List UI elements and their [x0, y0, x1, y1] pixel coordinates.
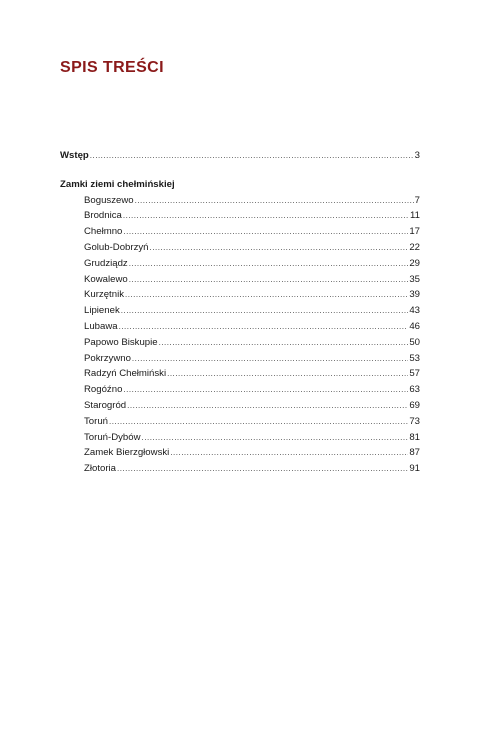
toc-entry-label: Lipienek — [84, 305, 120, 317]
toc-entry-list — [60, 193, 420, 477]
toc-entry-label: Kowalewo — [84, 273, 128, 285]
toc-entry[interactable] — [60, 303, 420, 319]
toc-dot-leader — [142, 430, 409, 446]
toc-dot-leader — [90, 148, 414, 164]
toc-entry-label: Starogród — [84, 399, 127, 411]
toc-entry-page: 3 — [414, 150, 420, 161]
toc-entry[interactable] — [60, 287, 420, 303]
toc-entry[interactable] — [60, 319, 420, 335]
toc-entry[interactable] — [60, 272, 420, 288]
toc-dot-leader — [123, 382, 408, 398]
toc-entry[interactable] — [60, 240, 420, 256]
toc-dot-leader — [159, 335, 409, 351]
toc-entry-label: Rogóźno — [84, 384, 123, 396]
toc-entry-label: Pokrzywno — [84, 352, 131, 364]
toc-dot-leader — [129, 256, 409, 272]
toc-dot-leader — [109, 414, 408, 430]
toc-entry-label: Lubawa — [84, 320, 118, 332]
toc-entry-intro[interactable] — [60, 148, 420, 164]
toc-entry-page: 46 — [409, 320, 420, 332]
toc-entry-label: Zamek Bierzgłowski — [84, 447, 170, 459]
toc-entry-page: 29 — [409, 257, 420, 269]
toc-dot-leader — [135, 193, 414, 209]
toc-dot-leader — [119, 319, 409, 335]
toc-entry-label: Golub-Dobrzyń — [84, 241, 149, 253]
toc-entry-label: Brodnica — [84, 210, 122, 222]
toc-entry-label: Radzyń Chełmiński — [84, 368, 167, 380]
toc-entry-label: Papowo Biskupie — [84, 336, 158, 348]
toc-dot-leader — [132, 351, 408, 367]
toc-dot-leader — [170, 445, 408, 461]
toc-entry-label: Kurzętnik — [84, 289, 124, 301]
toc-entry[interactable] — [60, 461, 420, 477]
toc-entry[interactable] — [60, 351, 420, 367]
toc-entry-label: Boguszewo — [84, 194, 134, 206]
toc-entry[interactable] — [60, 335, 420, 351]
toc-entry-label: Grudziądz — [84, 257, 128, 269]
toc-entry[interactable] — [60, 414, 420, 430]
toc-entry-page: 91 — [409, 463, 420, 475]
toc-entry-page: 57 — [409, 368, 420, 380]
toc-dot-leader — [125, 287, 408, 303]
toc-entry-label: Toruń-Dybów — [84, 431, 141, 443]
toc-entry-page: 39 — [409, 289, 420, 301]
toc-entry[interactable] — [60, 430, 420, 446]
toc-dot-leader — [121, 303, 409, 319]
toc-entry-page: 50 — [409, 336, 420, 348]
toc-entry-page: 87 — [409, 447, 420, 459]
toc-dot-leader — [129, 272, 409, 288]
toc-entry[interactable] — [60, 382, 420, 398]
toc-entry-page: 22 — [409, 241, 420, 253]
toc-entry-label: Chełmno — [84, 226, 123, 238]
toc-entry[interactable] — [60, 193, 420, 209]
page-title: SPIS TREŚCI — [60, 59, 164, 76]
toc-dot-leader — [123, 208, 409, 224]
toc-entry[interactable] — [60, 398, 420, 414]
toc-entry[interactable] — [60, 208, 420, 224]
toc-dot-leader — [117, 461, 408, 477]
toc-entry-label: Toruń — [84, 415, 108, 427]
table-of-contents — [60, 148, 420, 477]
toc-entry[interactable] — [60, 224, 420, 240]
toc-entry-label: Wstęp — [60, 150, 89, 161]
toc-entry[interactable] — [60, 366, 420, 382]
toc-dot-leader — [150, 240, 409, 256]
toc-entry[interactable] — [60, 445, 420, 461]
toc-entry-page: 17 — [409, 226, 420, 238]
toc-entry-page: 43 — [409, 305, 420, 317]
toc-dot-leader — [127, 398, 408, 414]
toc-entry-page: 73 — [409, 415, 420, 427]
toc-entry[interactable] — [60, 256, 420, 272]
toc-entry-page: 7 — [414, 194, 420, 206]
toc-entry-page: 11 — [410, 210, 420, 222]
toc-dot-leader — [167, 366, 408, 382]
toc-entry-page: 35 — [409, 273, 420, 285]
toc-dot-leader — [123, 224, 408, 240]
section-heading: Zamki ziemi chełmińskiej — [60, 178, 175, 190]
toc-entry-page: 81 — [409, 431, 420, 443]
toc-entry-page: 53 — [409, 352, 420, 364]
toc-entry-page: 69 — [409, 399, 420, 411]
toc-entry-page: 63 — [409, 384, 420, 396]
toc-entry-label: Złotoria — [84, 463, 116, 475]
